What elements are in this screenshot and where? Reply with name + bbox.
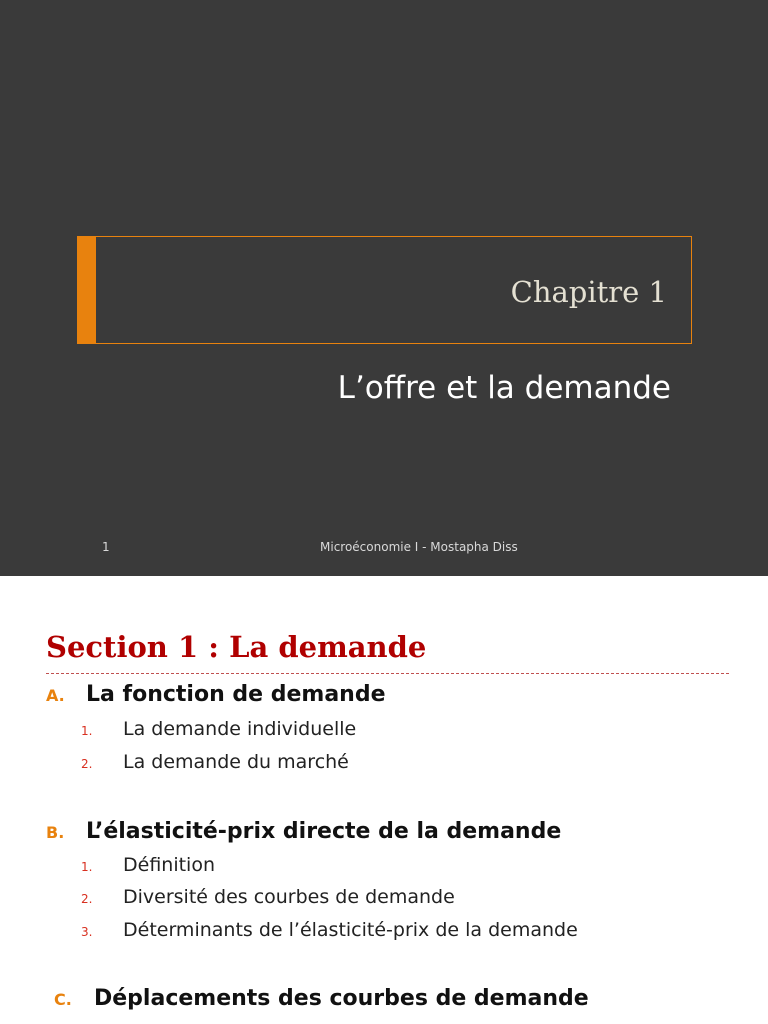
part-heading [46,682,386,707]
part-marker: A. [46,686,65,705]
item-text: La demande individuelle [123,718,357,740]
list-item [81,886,455,908]
item-text: Définition [123,854,216,876]
list-item [81,854,215,876]
slide-page-number: 1 [102,540,110,554]
title-box [77,236,692,344]
section-title: Section 1 : La demande [46,630,427,664]
list-item [81,718,356,740]
list-item [81,919,578,941]
outline-slide [0,576,768,1024]
section-divider [46,673,729,674]
item-number: 2. [81,757,93,771]
item-text: Diversité des courbes de demande [123,886,455,908]
part-title: Déplacements des courbes de demande [94,986,589,1011]
chapter-subtitle: L’offre et la demande [337,370,671,406]
part-title: L’élasticité-prix directe de la demande [86,819,562,844]
part-title: La fonction de demande [86,682,386,707]
item-number: 3. [81,925,93,939]
part-heading [46,819,561,844]
item-number: 1. [81,860,93,874]
part-marker: C. [54,990,72,1009]
chapter-title: Chapitre 1 [510,275,667,309]
part-heading [54,986,589,1011]
item-text: Déterminants de l’élasticité-prix de la demande [123,919,578,941]
list-item [81,751,349,773]
item-number: 2. [81,892,93,906]
title-accent-bar [78,237,96,343]
part-marker: B. [46,823,65,842]
item-number: 1. [81,724,93,738]
item-text: La demande du marché [123,751,349,773]
slide-footer: Microéconomie I - Mostapha Diss [320,540,518,554]
